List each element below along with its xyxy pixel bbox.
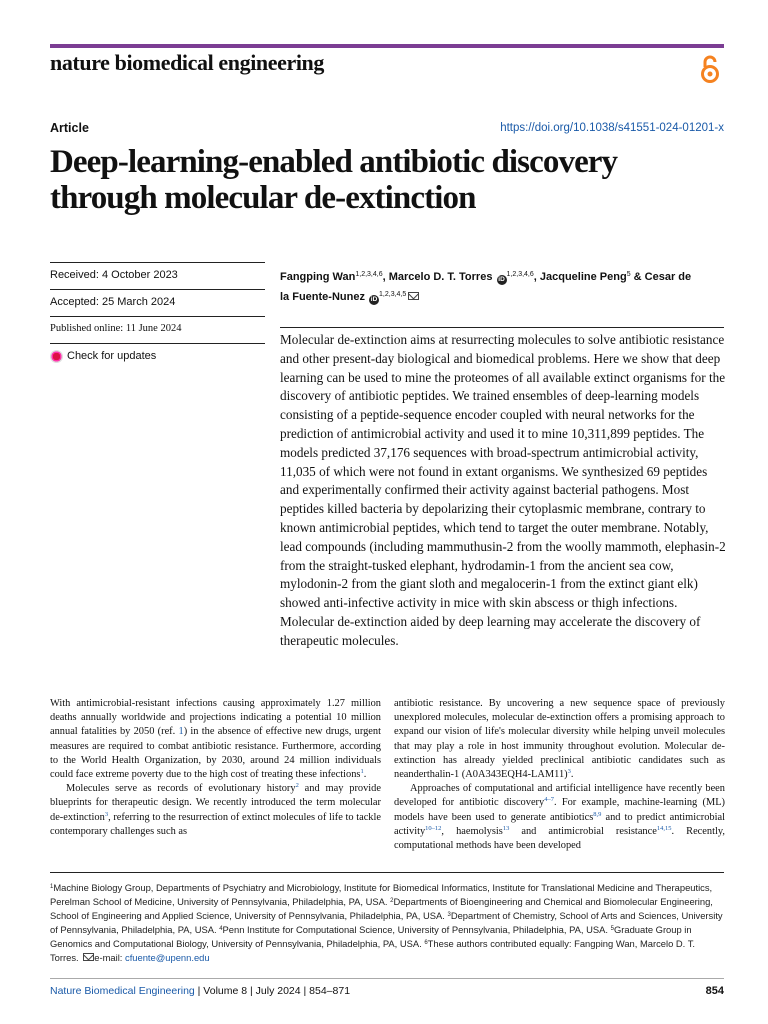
author-name[interactable]: Jacqueline Peng — [539, 271, 627, 283]
reference-link[interactable]: 3 — [104, 810, 109, 818]
reference-link[interactable]: 1 — [360, 768, 364, 776]
footer-rule — [50, 978, 724, 979]
reference-link[interactable]: 14,15 — [656, 824, 672, 832]
check-updates-icon — [50, 350, 63, 363]
orcid-icon[interactable]: iD — [370, 296, 378, 303]
author-list: Fangping Wan$^{1,2,3,4,6}$, Marcelo D. T. Torres iD$^{1,2,3,4,6}$, Jacqueline Peng$^5$ & Cesar de la Fuente-Nunez iD$^{1,2,3,4,5}$ — [280, 271, 692, 303]
affiliations: $^1$Machine Biology Group, Departments of Psychiatry and Microbiology, Institute for Biomedical Informatics, Institute for Translational Medicine and Therapeutics, Perelman School of Medicine, University of Pennsylvania, Philadelphia, PA, USA. $^2$Departments of Bioengineering and Chemical and Biomolecular Engineering, School of Engineering and Applied Science, University of Pennsylvania, Philadelphia, PA, USA. $^3$Department of Chemistry, School of Arts and Sciences, University of Pennsylvania, Philadelphia, PA, USA. $^4$Penn Institute for Computational Science, University of Pennsylvania, Philadelphia, PA, USA. $^5$Graduate Group in Genomics and Computational Biology, University of Pennsylvania, Philadelphia, PA, USA. $^6$These authors contributed equally: Fangping Wan, Marcelo D. T. Torres. e-mail: cfuente@upenn.edu — [50, 882, 723, 963]
author-name[interactable]: Fangping Wan — [280, 271, 356, 283]
body-column-right — [394, 697, 725, 853]
article-title: Deep-learning-enabled antibiotic discovery through molecular de-extinction — [50, 144, 618, 216]
reference-link[interactable]: 2 — [295, 782, 299, 790]
header-rule — [50, 44, 724, 48]
check-updates-label: Check for updates — [67, 350, 157, 362]
abstract: Molecular de-extinction aims at resurrecting molecules to solve antibiotic resistance and other present-day biological and biomedical problems. Here we show that deep learning can be used to mine the proteomes of all available extinct organisms for the discovery of antibiotic peptides. We trained ensembles of deep-learning models consisting of a peptide-sequence encoder coupled with neural networks for the prediction of antimicrobial activity and used it to mine 10,311,899 peptides. The models predicted 37,176 sequences with broad-spectrum antimicrobial activity, 11,035 of which were not found in extant organisms. We synthesized 69 peptides and experimentally confirmed their activity against bacterial pathogens. Most peptides killed bacteria by depolarizing their cytoplasmic membrane, contrary to known antimicrobial peptides, which tend to target the outer membrane. Notably, lead compounds (including mammuthusin-2 from the woolly mammoth, elephasin-2 from the straight-tusked elephant, hydrodamin-1 from the ancient sea cow, mylodonin-2 from the giant sloth and megalocerin-1 from the extinct giant elk) showed anti-infective activity in mice with skin abscess or thigh infections. Molecular de-extinction aided by deep learning may accelerate the discovery of therapeutic molecules. — [280, 332, 726, 648]
doi-link[interactable]: https://doi.org/10.1038/s41551-024-01201-x — [500, 122, 724, 134]
mail-icon — [83, 953, 94, 961]
reference-link[interactable]: 4–7 — [544, 796, 554, 804]
author-affil: 1,2,3,4,6 — [355, 271, 383, 278]
article-dates — [50, 262, 265, 370]
published-date: Published online: 11 June 2024 — [50, 316, 265, 343]
body-column-left — [50, 697, 381, 839]
article-type: Article — [50, 121, 89, 135]
page-number: 854 — [705, 985, 724, 997]
author-name[interactable]: Marcelo D. T. Torres — [388, 271, 493, 283]
body-paragraph: Molecules serve as records of evolutionary history$^2$ and may provide blueprints for therapeutic design. We recently introduced the term molecular de-extinction$^3$, referring to the resurrection of extinct molecules of life to tackle contemporary challenges such as — [50, 782, 381, 837]
journal-name: nature biomedical engineering — [50, 50, 324, 75]
footer-journal-link[interactable]: Nature Biomedical Engineering — [50, 985, 195, 997]
body-paragraph: Approaches of computational and artificial intelligence have recently been developed for antibiotic discovery$^{4-7}$. For example, machine-learning (ML) models have been used to generate antibiotics$^{8,9}$ and to predict antimicrobial activity$^{10-12}$, haemolysis$^{13}$ and antimicrobial resistance$^{14,15}$. Recently, computational methods have been developed — [394, 783, 726, 852]
reference-link[interactable]: 3 — [567, 768, 571, 776]
body-paragraph: antibiotic resistance. By uncovering a new sequence space of previously unexplored molecules, molecular de-extinction offers a promising approach to expand our vision of life's molecular diversity while helping unveil molecules that may play a role in host immunity throughout evolution. Molecular de-extinction has already yielded preclinical antibiotic candidates such as neanderthalin-1 (A0A343EQH4-LAM11)$^3$. — [394, 698, 725, 781]
author-affil: 1,2,3,4,5 — [379, 291, 407, 298]
reference-link[interactable]: 10–12 — [425, 824, 442, 832]
body-paragraph: With antimicrobial-resistant infections causing approximately 1.27 million deaths annually worldwide and projections indicating a potential 10 million annual fatalities by 2050 (ref. 1) in the absence of effective new drugs, urgent measures are required to combat antibiotic resistance. Furthermore, according to the World Health Organization, by 2030, around 24 million individuals could face extreme poverty due to the high cost of treating these infections$^1$. — [50, 698, 381, 781]
reference-link[interactable]: 13 — [502, 824, 510, 832]
email-link[interactable]: cfuente@upenn.edu — [125, 952, 210, 963]
reference-link[interactable]: 8,9 — [593, 810, 602, 818]
author-affil: 5 — [626, 271, 631, 278]
open-access-lock-icon[interactable] — [698, 54, 722, 84]
accepted-date: Accepted: 25 March 2024 — [50, 289, 265, 316]
footer-citation: Nature Biomedical Engineering | Volume 8 | July 2024 | 854–871 — [50, 985, 351, 997]
check-updates-button[interactable] — [50, 343, 265, 370]
mail-icon[interactable] — [408, 292, 419, 300]
reference-link[interactable]: 1 — [178, 726, 184, 738]
affiliations-rule — [50, 872, 724, 873]
author-name[interactable]: Cesar de la Fuente-Nunez — [280, 271, 692, 303]
received-date: Received: 4 October 2023 — [50, 262, 265, 289]
orcid-icon[interactable]: iD — [498, 276, 505, 283]
abstract-rule — [280, 327, 724, 328]
author-affil: 1,2,3,4,6 — [506, 271, 534, 278]
